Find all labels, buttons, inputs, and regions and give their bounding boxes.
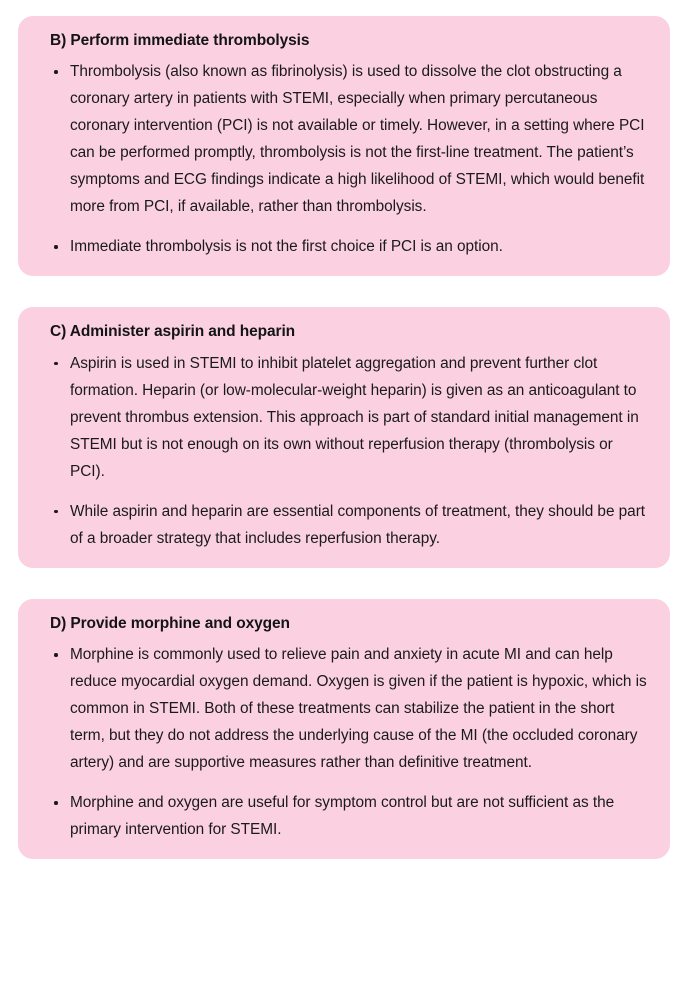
list-item-text: While aspirin and heparin are essential components of treatment, they should be part of a broader strategy that includes reperfusion therapy. xyxy=(70,502,645,547)
list-item-text: Morphine is commonly used to relieve pain and anxiety in acute MI and can help reduce myocardial oxygen demand. Oxygen is given if the patient is hypoxic, which is common in STEMI. Both of these treatments can stabilize the patient in the short term, but they do not address the underlying cause of the MI (the occluded coronary artery) and are supportive measures rather than definitive treatment. xyxy=(70,646,647,772)
list-item xyxy=(33,498,648,552)
list-item xyxy=(33,789,648,843)
bullet-dot-icon xyxy=(54,362,58,366)
list-item xyxy=(33,641,648,776)
bullet-dot-icon xyxy=(54,801,58,805)
list-item xyxy=(33,233,648,260)
bullet-dot-icon xyxy=(54,245,58,249)
option-c-heading: C) Administer aspirin and heparin xyxy=(50,323,296,341)
list-item xyxy=(33,350,648,485)
option-d-heading: D) Provide morphine and oxygen xyxy=(50,614,290,632)
option-d-bullet-list xyxy=(33,641,648,843)
list-item-text: Aspirin is used in STEMI to inhibit platelet aggregation and prevent further clot formation. Heparin (or low-molecular-weight heparin) is given as an anticoagulant to prevent thrombus extension. This approach is part of standard initial management in STEMI but is not enough on its own without reperfusion therapy (thrombolysis or PCI). xyxy=(70,354,639,480)
option-card-b xyxy=(18,16,670,276)
list-item-text: Thrombolysis (also known as fibrinolysis) is used to dissolve the clot obstructing a coronary artery in patients with STEMI, especially when primary percutaneous coronary intervention (PCI) is not available or timely. However, in a setting where PCI can be performed promptly, thrombolysis is not the first-line treatment. The patient’s symptoms and ECG findings indicate a high likelihood of STEMI, which would benefit more from PCI, if available, rather than thrombolysis. xyxy=(70,63,645,216)
list-item-text: Morphine and oxygen are useful for symptom control but are not sufficient as the primary intervention for STEMI. xyxy=(70,794,615,839)
bullet-dot-icon xyxy=(54,653,58,657)
option-card-d xyxy=(18,599,670,859)
list-item xyxy=(33,58,648,220)
list-item-text: Immediate thrombolysis is not the first choice if PCI is an option. xyxy=(70,238,503,256)
option-c-bullet-list xyxy=(33,350,648,552)
option-b-heading: B) Perform immediate thrombolysis xyxy=(50,32,310,49)
bullet-dot-icon xyxy=(54,70,58,74)
bullet-dot-icon xyxy=(54,510,58,514)
option-card-c xyxy=(18,307,670,567)
option-b-bullet-list xyxy=(33,58,648,260)
